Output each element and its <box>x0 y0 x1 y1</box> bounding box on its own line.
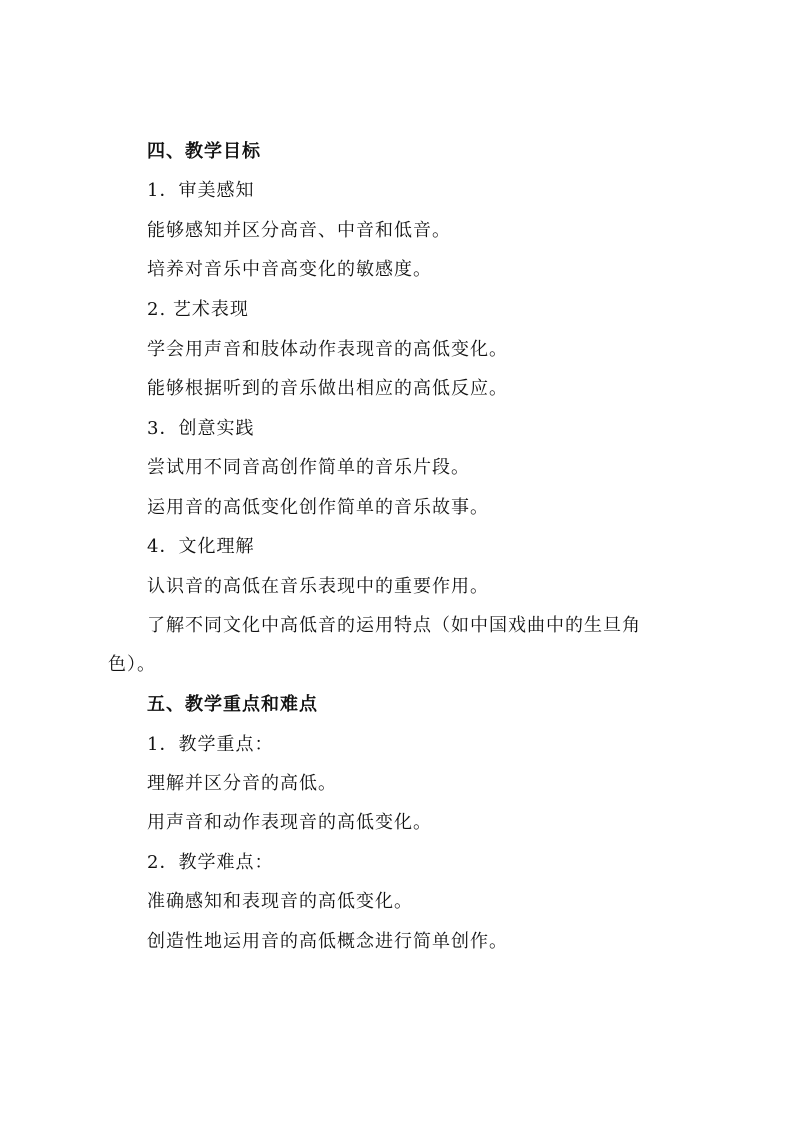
goal-4-line-1: 认识音的高低在音乐表现中的重要作用。 <box>147 576 489 597</box>
goal-3-line-2: 运用音的高低变化创作简单的音乐故事。 <box>147 497 489 518</box>
goal-2-line-2: 能够根据听到的音乐做出相应的高低反应。 <box>147 378 508 399</box>
goal-4-line-3: 色）。 <box>108 654 156 675</box>
goal-2-line-1: 学会用声音和肢体动作表现音的高低变化。 <box>147 339 508 360</box>
goal-3-line-1: 尝试用不同音高创作简单的音乐片段。 <box>147 457 470 478</box>
goal-1-line-2: 培养对音乐中音高变化的敏感度。 <box>147 259 432 280</box>
goal-4-line-2: 了解不同文化中高低音的运用特点（如中国戏曲中的生旦角 <box>147 615 641 636</box>
focus-heading: 1．教学重点： <box>147 734 274 755</box>
difficulty-heading: 2．教学难点： <box>147 852 274 873</box>
focus-line-1: 理解并区分音的高低。 <box>147 773 337 794</box>
goal-4-heading: 4．文化理解 <box>147 536 255 557</box>
section-4-title: 四、教学目标 <box>147 141 261 162</box>
difficulty-line-1: 准确感知和表现音的高低变化。 <box>147 891 413 912</box>
goal-1-heading: 1．审美感知 <box>147 180 255 201</box>
section-5-title: 五、教学重点和难点 <box>147 694 318 715</box>
difficulty-line-2: 创造性地运用音的高低概念进行简单创作。 <box>147 931 508 952</box>
goal-2-heading: 2. 艺术表现 <box>147 299 249 320</box>
goal-3-heading: 3．创意实践 <box>147 418 255 439</box>
focus-line-2: 用声音和动作表现音的高低变化。 <box>147 812 432 833</box>
goal-1-line-1: 能够感知并区分高音、中音和低音。 <box>147 220 451 241</box>
